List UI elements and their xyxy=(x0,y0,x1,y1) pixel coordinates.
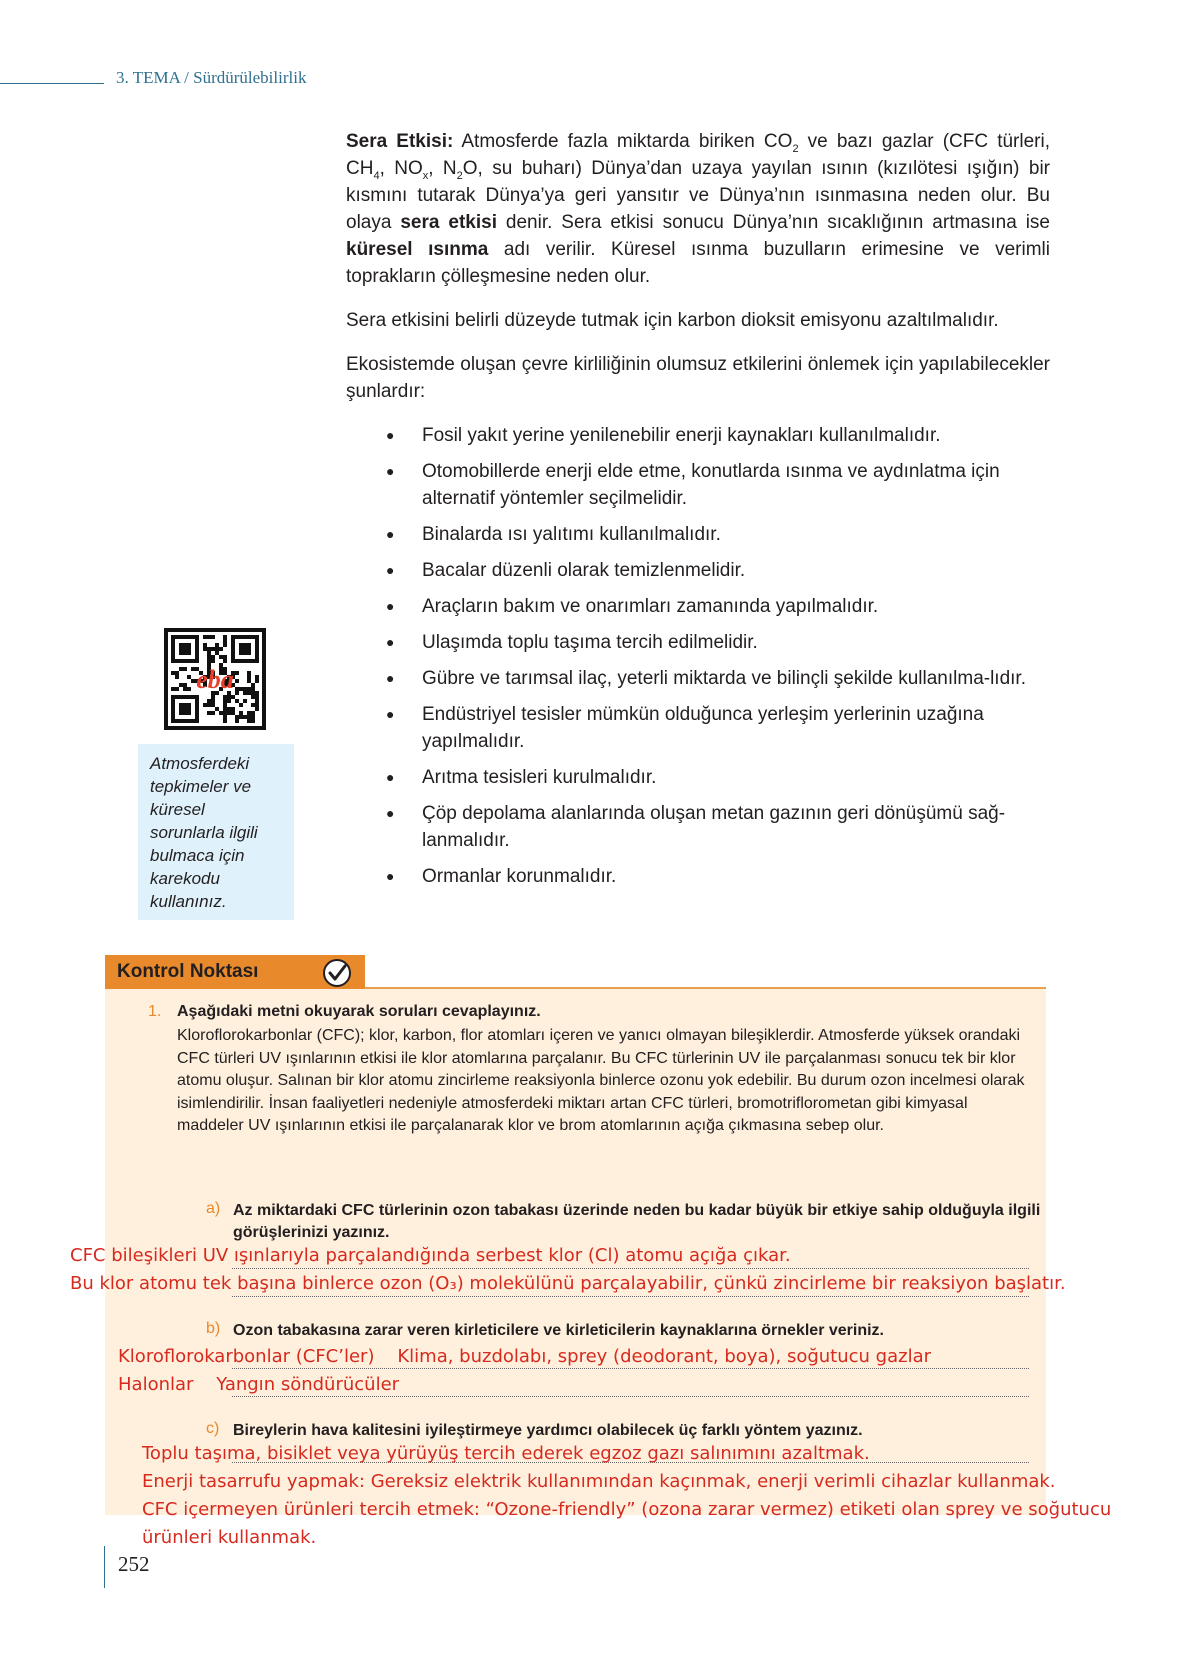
question-title: Aşağıdaki metni okuyarak soruları cevaplayınız. xyxy=(177,1003,541,1020)
bullet-item: ● Ormanlar korunmalıdır. xyxy=(386,863,1050,890)
paragraph-intro: Ekosistemde oluşan çevre kirliliğinin olumsuz etkilerini önlemek için yapılabilecekler şunlardır: xyxy=(346,354,1050,402)
answer-c-line-3: CFC içermeyen ürünleri tercih etmek: “Ozone-friendly” (ozona zarar vermez) etiketi olan sprey ve soğutucu xyxy=(142,1499,1112,1520)
bullet-list xyxy=(346,422,1050,890)
sera-text: , N xyxy=(428,158,457,179)
sera-text: denir. Sera etkisi sonucu Dünya’nın sıcaklığının artmasına ise xyxy=(496,212,1050,233)
sub-question-b: Ozon tabakasına zarar veren kirleticilere ve kirleticilerin kaynaklarına örnekler veriniz. xyxy=(233,1322,884,1339)
bullet-item: ● Araçların bakım ve onarımları zamanında yapılmalıdır. xyxy=(386,593,1050,620)
bullet-item: ● Ulaşımda toplu taşıma tercih edilmelidir. xyxy=(386,629,1050,656)
paragraph-emission: Sera etkisini belirli düzeyde tutmak için karbon dioksit emisyonu azaltılmalıdır. xyxy=(346,310,999,331)
sera-paragraph xyxy=(346,128,1050,290)
qr-code-icon[interactable] xyxy=(164,628,266,730)
answer-c-line-4: ürünleri kullanmak. xyxy=(142,1527,317,1548)
header-title: 3. TEMA / Sürdürülebilirlik xyxy=(116,68,307,87)
bullet-item: ● Arıtma tesisleri kurulmalıdır. xyxy=(386,764,1050,791)
subscript: 2 xyxy=(456,169,463,182)
footer-rule xyxy=(104,1546,105,1588)
bullet-item: ● Fosil yakıt yerine yenilenebilir enerji kaynakları kullanılmalıdır. xyxy=(386,422,1050,449)
subscript: 2 xyxy=(792,142,799,155)
sub-question-a: Az miktardaki CFC türlerinin ozon tabakası üzerinde neden bu kadar büyük bir etkiye sahip olduğuyla ilgili görüşlerinizi yazınız. xyxy=(233,1202,1041,1241)
sera-text: ve bazı gazlar (CFC türleri, CH xyxy=(346,131,1050,179)
sub-question-letter: c) xyxy=(206,1420,220,1437)
bullet-item: ● Otomobillerde enerji elde etme, konutlarda ısınma ve aydınlatma için alternatif yöntemler seçilmelidir. xyxy=(386,458,1050,512)
subscript: x xyxy=(422,169,429,182)
question-text: Kloroflorokarbonlar (CFC); klor, karbon, flor atomları içeren ve yanıcı olmayan bileşiklerdir. Atmosferde yüksek orandaki CFC türleri UV ışınlarının etkisi ile klor atomlarına parçalanır. Bu CFC türlerinin UV ile parçalanması sonucu tek bir klor atomu oluşur. Salınan bir klor atomu zincirleme reaksiyonla binlerce ozonu yok edebilir. Bu durum ozon incelmesi olarak isimlendirilir. İnsan faaliyetleri nedeniyle atmosferdeki miktarı artan CFC türleri, bromotriflorometan gibi kimyasal maddeler UV ışınlarının etkisi ile parçalanarak klor ve brom atomlarının açığa çıkmasına sebep olur. xyxy=(177,1027,1025,1134)
bullet-item: ● Çöp depolama alanlarında oluşan metan gazının geri dönüşümü sağ-lanmalıdır. xyxy=(386,800,1050,854)
kontrol-noktasi-title: Kontrol Noktası xyxy=(105,955,365,989)
bold-term: sera etkisi xyxy=(400,212,497,233)
page-number: 252 xyxy=(118,1552,150,1576)
eba-logo: eba xyxy=(196,665,234,694)
header-rule xyxy=(0,83,104,84)
sera-label: Sera Etkisi: xyxy=(346,131,454,152)
sera-text: adı verilir. Küresel ısınma buzulların erimesine ve verimli toprakların çölleşmesine neden olur. xyxy=(346,239,1050,287)
bullet-item: ● Binalarda ısı yalıtımı kullanılmalıdır. xyxy=(386,521,1050,548)
bullet-item: ● Endüstriyel tesisler mümkün olduğunca yerleşim yerlerinin uzağına yapılmalıdır. xyxy=(386,701,1050,755)
answer-b-line-2: Halonlar Yangın söndürücüler xyxy=(118,1374,400,1395)
bullet-item: ● Gübre ve tarımsal ilaç, yeterli miktarda ve bilinçli şekilde kullanılma-lıdır. xyxy=(386,665,1050,692)
subscript: 4 xyxy=(373,169,380,182)
answer-a-line-2: Bu klor atomu tek başına binlerce ozon (O₃) molekülünü parçalayabilir, çünkü zincirleme bir reaksiyon başlatır. xyxy=(70,1273,1066,1294)
sera-text: , NO xyxy=(379,158,423,179)
qr-caption: Atmosferdeki tepkimeler ve küresel sorunlarla ilgili bulmaca için karekodu kullanınız. xyxy=(138,744,294,920)
bullet-item: ● Bacalar düzenli olarak temizlenmelidir. xyxy=(386,557,1050,584)
sub-question-letter: a) xyxy=(206,1200,221,1217)
sub-question-c: Bireylerin hava kalitesini iyileştirmeye yardımcı olabilecek üç farklı yöntem yazınız. xyxy=(233,1422,863,1439)
check-icon xyxy=(322,958,352,988)
main-text xyxy=(346,128,1050,899)
answer-a-line-1: CFC bileşikleri UV ışınlarıyla parçalandığında serbest klor (Cl) atomu açığa çıkar. xyxy=(70,1245,791,1266)
answer-c-line-2: Enerji tasarrufu yapmak: Gereksiz elektrik kullanımından kaçınmak, enerji verimli cihazlar kullanmak. xyxy=(142,1471,1056,1492)
bold-term: küresel ısınma xyxy=(346,239,489,260)
sera-text: O, su buharı) Dünya’dan uzaya yayılan ısının (kızılötesi ışığın) bir kısmını tutarak Dünya’ya geri yansıtır ve Dünya’nın ısınmasına neden olur. Bu olaya xyxy=(346,158,1051,233)
question-number: 1. xyxy=(148,1003,162,1020)
answer-c-line-1: Toplu taşıma, bisiklet veya yürüyüş tercih ederek egzoz gazı salınımını azaltmak. xyxy=(142,1443,870,1464)
answer-b-line-1: Kloroflorokarbonlar (CFC’ler) Klima, buzdolabı, sprey (deodorant, boya), soğutucu gazlar xyxy=(118,1346,932,1367)
sub-question-letter: b) xyxy=(206,1320,221,1337)
sera-text: Atmosferde fazla miktarda biriken CO xyxy=(453,131,793,152)
